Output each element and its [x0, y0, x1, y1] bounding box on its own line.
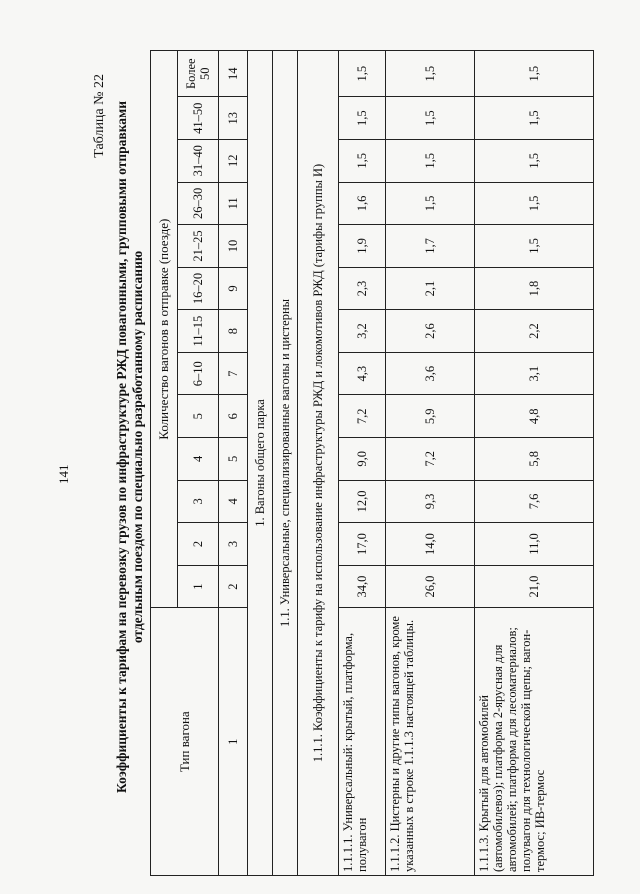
coefficient-cell: 2,6 [386, 310, 475, 353]
coefficient-cell: 1,5 [339, 51, 386, 97]
table-title-line-2: отдельным поездом по специально разработанному расписанию [130, 250, 145, 644]
column-number: 3 [219, 523, 248, 566]
table-row [386, 51, 475, 876]
column-number: 7 [219, 352, 248, 395]
coefficient-cell: 2,3 [339, 267, 386, 310]
coefficient-cell: 1,5 [386, 140, 475, 183]
coefficient-cell: 26,0 [386, 565, 475, 608]
coefficient-cell: 1,5 [475, 140, 594, 183]
coefficient-cell: 7,2 [339, 395, 386, 438]
coefficient-cell: 1,6 [339, 182, 386, 225]
coefficient-cell: 2,2 [475, 310, 594, 353]
tariff-coefficients-table [150, 50, 594, 876]
header-range: 3 [178, 480, 219, 523]
coefficient-cell: 1,5 [386, 182, 475, 225]
coefficient-cell: 4,8 [475, 395, 594, 438]
column-number: 9 [219, 267, 248, 310]
table-row [339, 51, 386, 876]
header-range: 1 [178, 565, 219, 608]
coefficient-cell: 1,5 [386, 97, 475, 140]
column-number: 2 [219, 565, 248, 608]
coefficient-cell: 1,5 [475, 182, 594, 225]
page-number: 141 [56, 464, 71, 484]
coefficient-cell: 14,0 [386, 523, 475, 566]
header-wagon-type: Тип вагона [151, 608, 219, 876]
header-range: 5 [178, 395, 219, 438]
section-heading-1-1: 1.1. Универсальные, специализированные вагоны и цистерны [273, 51, 298, 876]
header-row-group [151, 51, 178, 876]
header-range: 16–20 [178, 267, 219, 310]
coefficient-cell: 11,0 [475, 523, 594, 566]
section-row [298, 51, 339, 876]
coefficient-cell: 1,9 [339, 225, 386, 268]
column-number: 6 [219, 395, 248, 438]
header-row-column-numbers [219, 51, 248, 876]
row-label: 1.1.1.2. Цистерны и другие типы вагонов, кроме указанных в строке 1.1.1.3 настоящей таблицы. [386, 608, 475, 876]
header-range: 6–10 [178, 352, 219, 395]
coefficient-cell: 1,8 [475, 267, 594, 310]
row-label: 1.1.1.3. Крытый для автомобилей (автомобилевоз); платформа 2-ярусная для автомобилей; платформа для лесоматериалов; полувагон для технологической щепы; вагон-термос; ИВ-термос [475, 608, 594, 876]
table-row [475, 51, 594, 876]
coefficient-cell: 12,0 [339, 480, 386, 523]
section-heading-1: 1. Вагоны общего парка [248, 51, 273, 876]
header-range: 31–40 [178, 140, 219, 183]
coefficient-cell: 34,0 [339, 565, 386, 608]
column-number: 1 [219, 608, 248, 876]
coefficient-cell: 1,5 [475, 97, 594, 140]
column-number: 13 [219, 97, 248, 140]
section-row [273, 51, 298, 876]
coefficient-cell: 17,0 [339, 523, 386, 566]
header-range: 2 [178, 523, 219, 566]
header-range: 21–25 [178, 225, 219, 268]
coefficient-cell: 5,9 [386, 395, 475, 438]
section-row [248, 51, 273, 876]
header-range: 11–15 [178, 310, 219, 353]
column-number: 12 [219, 140, 248, 183]
column-number: 10 [219, 225, 248, 268]
column-number: 11 [219, 182, 248, 225]
header-range: 26–30 [178, 182, 219, 225]
coefficient-cell: 1,5 [339, 140, 386, 183]
column-number: 4 [219, 480, 248, 523]
header-range: 4 [178, 438, 219, 481]
section-heading-1-1-1: 1.1.1. Коэффициенты к тарифу на использование инфраструктуры РЖД и локомотивов РЖД (тарифы группы И) [298, 51, 339, 876]
coefficient-cell: 2,1 [386, 267, 475, 310]
row-label: 1.1.1.1. Универсальный: крытый, платформа, полувагон [339, 608, 386, 876]
header-range: 41–50 [178, 97, 219, 140]
coefficient-cell: 3,1 [475, 352, 594, 395]
coefficient-cell: 1,5 [475, 225, 594, 268]
coefficient-cell: 9,0 [339, 438, 386, 481]
coefficient-cell: 1,5 [475, 51, 594, 97]
coefficient-cell: 7,2 [386, 438, 475, 481]
header-wagon-count: Количество вагонов в отправке (поезде) [151, 51, 178, 608]
header-range: Более 50 [178, 51, 219, 97]
coefficient-cell: 3,6 [386, 352, 475, 395]
coefficient-cell: 1,5 [386, 51, 475, 97]
coefficient-cell: 5,8 [475, 438, 594, 481]
coefficient-cell: 4,3 [339, 352, 386, 395]
coefficient-cell: 1,5 [339, 97, 386, 140]
coefficient-cell: 3,2 [339, 310, 386, 353]
column-number: 5 [219, 438, 248, 481]
table-number: Таблица № 22 [92, 74, 107, 158]
coefficient-cell: 21,0 [475, 565, 594, 608]
column-number: 14 [219, 51, 248, 97]
column-number: 8 [219, 310, 248, 353]
coefficient-cell: 9,3 [386, 480, 475, 523]
table-title-line-1: Коэффициенты к тарифам на перевозку грузов по инфраструктуре РЖД повагонными, групповыми отправками [114, 101, 129, 794]
coefficient-cell: 7,6 [475, 480, 594, 523]
coefficient-cell: 1,7 [386, 225, 475, 268]
